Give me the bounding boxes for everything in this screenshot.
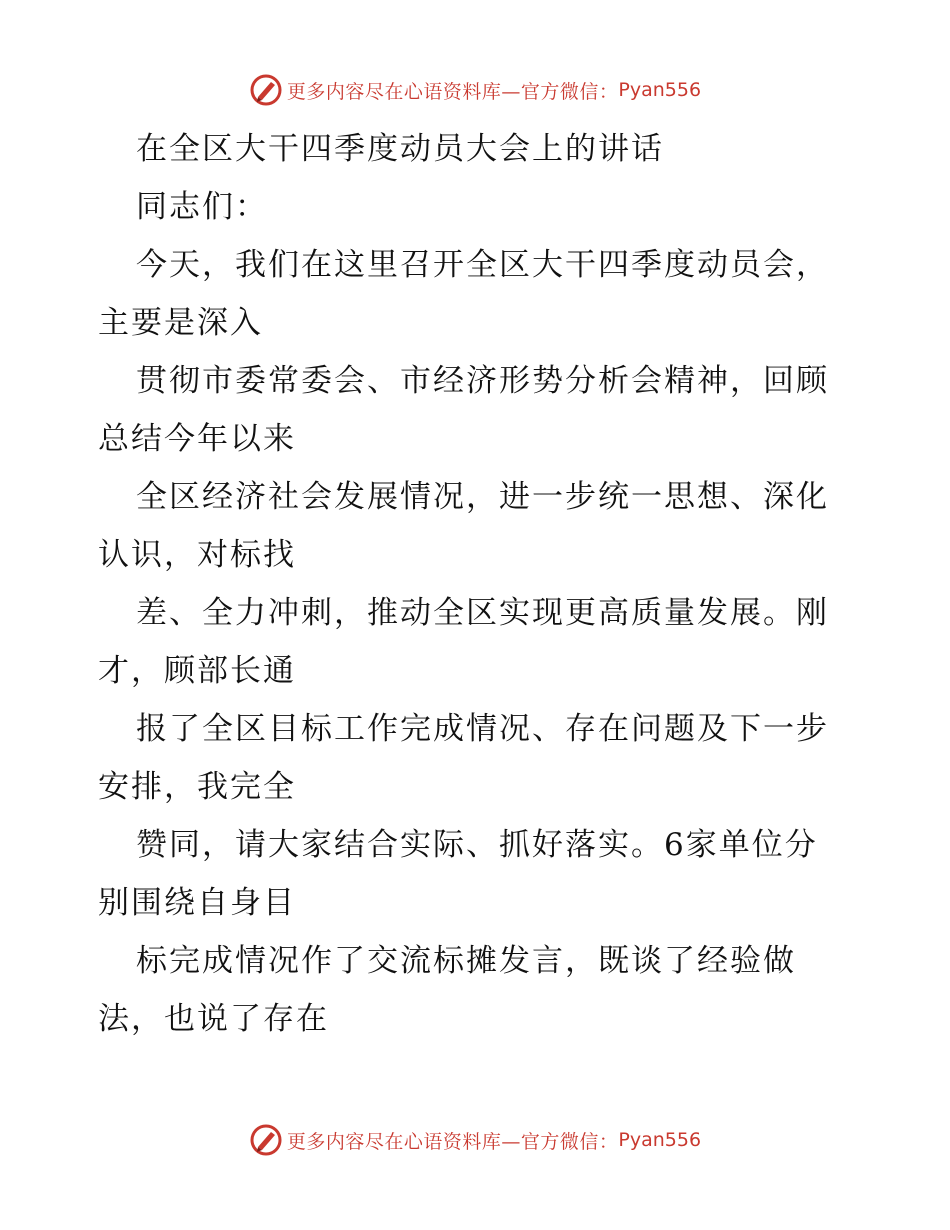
paragraph-line: 全区经济社会发展情况，进一步统一思想、深化 (136, 479, 829, 515)
paragraph-line: 赞同，请大家结合实际、抓好落实。6家单位分 (136, 827, 818, 863)
paragraph-line: 总结今年以来 (98, 421, 296, 457)
watermark-wechat-id: Pyan556 (618, 79, 702, 101)
footer-watermark (0, 1120, 950, 1160)
salutation: 同志们： (136, 189, 268, 225)
paragraph-line: 贯彻市委常委会、市经济形势分析会精神，回顾 (136, 363, 829, 399)
paragraph-line: 认识，对标找 (98, 537, 296, 573)
pen-logo-icon (249, 73, 283, 107)
paragraph-line: 标完成情况作了交流标摊发言，既谈了经验做 (136, 943, 796, 979)
document-title: 在全区大干四季度动员大会上的讲话 (136, 131, 664, 167)
paragraph-line: 法，也说了存在 (98, 1001, 329, 1037)
pen-logo-icon (249, 1123, 283, 1157)
watermark-text: 更多内容尽在心语资料库—官方微信： (286, 80, 619, 103)
paragraph-line: 差、全力冲刺，推动全区实现更高质量发展。刚 (136, 595, 829, 631)
paragraph-line: 别围绕自身目 (98, 885, 296, 921)
paragraph-line: 主要是深入 (98, 305, 263, 341)
header-watermark (0, 70, 950, 110)
paragraph-line: 才，顾部长通 (98, 653, 296, 689)
watermark-wechat-id: Pyan556 (618, 1129, 702, 1151)
document-body (98, 120, 868, 1048)
paragraph-line: 安排，我完全 (98, 769, 296, 805)
paragraph-line: 今天，我们在这里召开全区大干四季度动员会， (136, 247, 829, 283)
watermark-text: 更多内容尽在心语资料库—官方微信： (286, 1130, 619, 1153)
paragraph-line: 报了全区目标工作完成情况、存在问题及下一步 (136, 711, 829, 747)
